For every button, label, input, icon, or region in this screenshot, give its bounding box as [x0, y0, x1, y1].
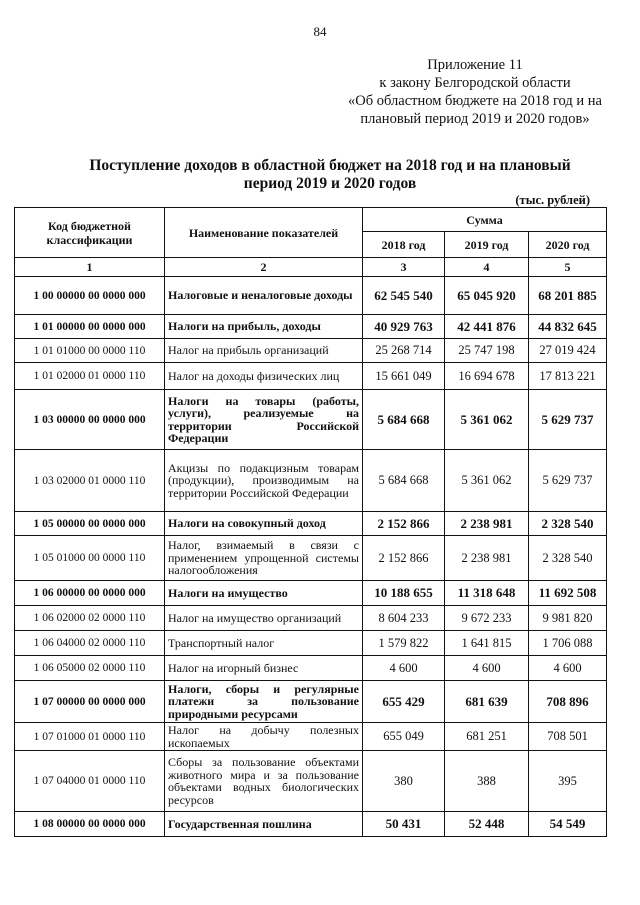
- amount-2020-cell: 2 328 540: [529, 536, 607, 581]
- amount-2018-cell: 2 152 866: [363, 512, 445, 536]
- amount-2019-cell: 16 694 678: [445, 363, 529, 390]
- indicator-name-cell: Налог на прибыль организаций: [165, 339, 363, 363]
- indicator-name-cell: Налоговые и неналоговые доходы: [165, 277, 363, 315]
- amount-2019-cell: 4 600: [445, 656, 529, 681]
- amount-2020-cell: 708 896: [529, 681, 607, 723]
- amount-2018-cell: 5 684 668: [363, 450, 445, 512]
- table-row: [15, 751, 607, 812]
- table-row: [15, 277, 607, 315]
- table-row: [15, 812, 607, 837]
- table-row: [15, 656, 607, 681]
- column-index: 3: [363, 258, 445, 277]
- indicator-name-cell: Налог, взимаемый в связи с применением упрощенной системы налогообложения: [165, 536, 363, 581]
- table-row: [15, 606, 607, 631]
- amount-2019-cell: 2 238 981: [445, 512, 529, 536]
- indicator-name-cell: Налоги на имущество: [165, 581, 363, 606]
- indicator-name-cell: Налог на имущество организаций: [165, 606, 363, 631]
- indicator-name-cell: Транспортный налог: [165, 631, 363, 656]
- amount-2020-cell: 27 019 424: [529, 339, 607, 363]
- budget-code-cell: 1 01 02000 01 0000 110: [15, 363, 165, 390]
- amount-2019-cell: 681 639: [445, 681, 529, 723]
- title-line: Поступление доходов в областной бюджет на 2018 год и на плановый: [89, 157, 571, 174]
- budget-code-cell: 1 07 00000 00 0000 000: [15, 681, 165, 723]
- indicator-name-cell: Государственная пошлина: [165, 812, 363, 837]
- unit-label: (тыс. рублей): [515, 193, 590, 207]
- indicator-name-cell: Налог на доходы физических лиц: [165, 363, 363, 390]
- amount-2018-cell: 1 579 822: [363, 631, 445, 656]
- budget-code-cell: 1 03 00000 00 0000 000: [15, 390, 165, 450]
- budget-code-cell: 1 06 00000 00 0000 000: [15, 581, 165, 606]
- amount-2020-cell: 68 201 885: [529, 277, 607, 315]
- budget-code-cell: 1 05 00000 00 0000 000: [15, 512, 165, 536]
- table-row: [15, 681, 607, 723]
- document-title: [60, 157, 600, 193]
- table-row: [15, 339, 607, 363]
- amount-2019-cell: 52 448: [445, 812, 529, 837]
- amount-2019-cell: 2 238 981: [445, 536, 529, 581]
- title-line: период 2019 и 2020 годов: [243, 175, 417, 192]
- amount-2020-cell: 5 629 737: [529, 390, 607, 450]
- column-index: 2: [165, 258, 363, 277]
- amount-2020-cell: 4 600: [529, 656, 607, 681]
- indicator-name-cell: Налог на добычу полезных ископаемых: [165, 723, 363, 751]
- indicator-name-cell: Налоги, сборы и регулярные платежи за пользование природными ресурсами: [165, 681, 363, 723]
- budget-code-cell: 1 06 02000 02 0000 110: [15, 606, 165, 631]
- budget-code-cell: 1 01 01000 00 0000 110: [15, 339, 165, 363]
- header-code: Код бюджетной классификации: [15, 208, 165, 258]
- budget-code-cell: 1 01 00000 00 0000 000: [15, 315, 165, 339]
- amount-2018-cell: 50 431: [363, 812, 445, 837]
- budget-code-cell: 1 06 04000 02 0000 110: [15, 631, 165, 656]
- amount-2019-cell: 681 251: [445, 723, 529, 751]
- table-row: [15, 450, 607, 512]
- header-name: Наименование показателей: [165, 208, 363, 258]
- appendix-line: к закону Белгородской области: [379, 75, 571, 91]
- indicator-name-cell: Налоги на прибыль, доходы: [165, 315, 363, 339]
- amount-2020-cell: 1 706 088: [529, 631, 607, 656]
- amount-2020-cell: 44 832 645: [529, 315, 607, 339]
- amount-2019-cell: 388: [445, 751, 529, 812]
- amount-2019-cell: 9 672 233: [445, 606, 529, 631]
- amount-2018-cell: 5 684 668: [363, 390, 445, 450]
- indicator-name-cell: Налоги на товары (работы, услуги), реализуемые на территории Российской Федерации: [165, 390, 363, 450]
- budget-code-cell: 1 08 00000 00 0000 000: [15, 812, 165, 837]
- amount-2018-cell: 4 600: [363, 656, 445, 681]
- budget-code-cell: 1 07 04000 01 0000 110: [15, 751, 165, 812]
- table-row: [15, 315, 607, 339]
- amount-2020-cell: 395: [529, 751, 607, 812]
- amount-2018-cell: 655 429: [363, 681, 445, 723]
- amount-2020-cell: 17 813 221: [529, 363, 607, 390]
- amount-2018-cell: 8 604 233: [363, 606, 445, 631]
- amount-2018-cell: 15 661 049: [363, 363, 445, 390]
- budget-code-cell: 1 05 01000 00 0000 110: [15, 536, 165, 581]
- amount-2020-cell: 2 328 540: [529, 512, 607, 536]
- amount-2018-cell: 2 152 866: [363, 536, 445, 581]
- amount-2020-cell: 11 692 508: [529, 581, 607, 606]
- column-index: 1: [15, 258, 165, 277]
- amount-2019-cell: 5 361 062: [445, 450, 529, 512]
- amount-2020-cell: 5 629 737: [529, 450, 607, 512]
- amount-2020-cell: 54 549: [529, 812, 607, 837]
- header-year-2018: 2018 год: [363, 232, 445, 258]
- budget-code-cell: 1 00 00000 00 0000 000: [15, 277, 165, 315]
- amount-2019-cell: 1 641 815: [445, 631, 529, 656]
- column-index: 4: [445, 258, 529, 277]
- amount-2019-cell: 25 747 198: [445, 339, 529, 363]
- column-index: 5: [529, 258, 607, 277]
- indicator-name-cell: Акцизы по подакцизным товарам (продукции), производимым на территории Российской Федерации: [165, 450, 363, 512]
- appendix-line: Приложение 11: [427, 57, 523, 73]
- amount-2019-cell: 11 318 648: [445, 581, 529, 606]
- header-year-2019: 2019 год: [445, 232, 529, 258]
- indicator-name-cell: Налог на игорный бизнес: [165, 656, 363, 681]
- appendix-line: «Об областном бюджете на 2018 год и на: [348, 93, 602, 109]
- amount-2019-cell: 5 361 062: [445, 390, 529, 450]
- appendix-line: плановый период 2019 и 2020 годов»: [360, 111, 590, 127]
- amount-2018-cell: 40 929 763: [363, 315, 445, 339]
- table-row: [15, 363, 607, 390]
- amount-2018-cell: 62 545 540: [363, 277, 445, 315]
- table-row: [15, 512, 607, 536]
- indicator-name-cell: Сборы за пользование объектами животного мира и за пользование объектами водных биологических ресурсов: [165, 751, 363, 812]
- amount-2018-cell: 25 268 714: [363, 339, 445, 363]
- table-row: [15, 631, 607, 656]
- header-sum: Сумма: [363, 208, 607, 232]
- budget-code-cell: 1 03 02000 01 0000 110: [15, 450, 165, 512]
- header-year-2020: 2020 год: [529, 232, 607, 258]
- amount-2019-cell: 42 441 876: [445, 315, 529, 339]
- indicator-name-cell: Налоги на совокупный доход: [165, 512, 363, 536]
- amount-2018-cell: 655 049: [363, 723, 445, 751]
- table-row: [15, 723, 607, 751]
- appendix-header: [330, 56, 620, 128]
- table-row: [15, 581, 607, 606]
- revenue-table: [14, 207, 607, 837]
- amount-2018-cell: 380: [363, 751, 445, 812]
- budget-code-cell: 1 07 01000 01 0000 110: [15, 723, 165, 751]
- table-row: [15, 536, 607, 581]
- amount-2019-cell: 65 045 920: [445, 277, 529, 315]
- table-row: [15, 390, 607, 450]
- amount-2020-cell: 708 501: [529, 723, 607, 751]
- page-number: 84: [313, 24, 327, 39]
- amount-2020-cell: 9 981 820: [529, 606, 607, 631]
- amount-2018-cell: 10 188 655: [363, 581, 445, 606]
- budget-code-cell: 1 06 05000 02 0000 110: [15, 656, 165, 681]
